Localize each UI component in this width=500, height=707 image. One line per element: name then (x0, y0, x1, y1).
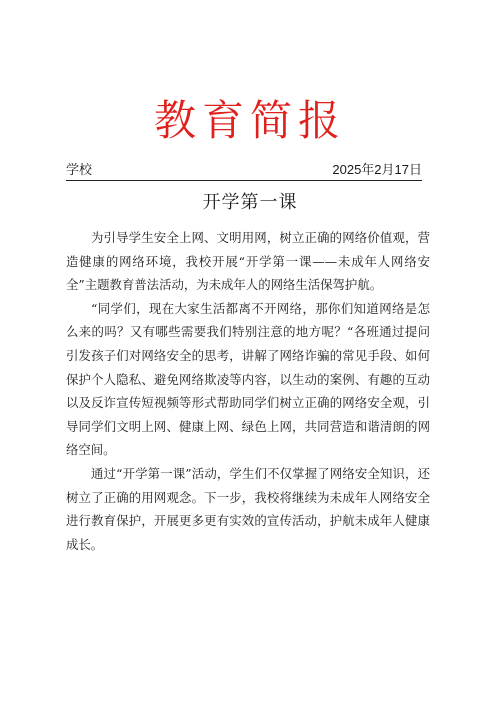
article-title: 开学第一课 (202, 192, 298, 213)
article-body (66, 226, 430, 556)
article-paragraph: 通过“开学第一课”活动，学生们不仅掌握了网络安全知识，还树立了正确的用网观念。下一步，我校将继续为未成年人网络安全进行教育保护，开展更多更有实效的宣传活动，护航未成年人健康成长。 (66, 465, 430, 552)
newsletter-masthead: 教育简报 (153, 96, 346, 145)
meta-row (66, 162, 422, 181)
article-paragraph: “同学们，现在大家生活都离不开网络，那你们知道网络是怎么来的吗？又有哪些需要我们特别注意的地方呢？“各班通过提问引发孩子们对网络安全的思考，讲解了网络诈骗的常见手段、如何保护个人隐私、避免网络欺凌等内容，以生动的案例、有趣的互动以及反诈宣传短视频等形式帮助同学们树立正确的网络安全观，引导同学们文明上网、健康上网、绿色上网，共同营造和谐清朗的网络空间。 (66, 300, 430, 458)
school-label: 学校 (66, 163, 93, 178)
issue-date: 2025年2月17日 (332, 162, 422, 177)
article-paragraph: 为引导学生安全上网、文明用网，树立正确的网络价值观，营造健康的网络环境，我校开展“开学第一课——未成年人网络安全”主题教育普法活动，为未成年人的网络生活保驾护航。 (66, 230, 430, 293)
